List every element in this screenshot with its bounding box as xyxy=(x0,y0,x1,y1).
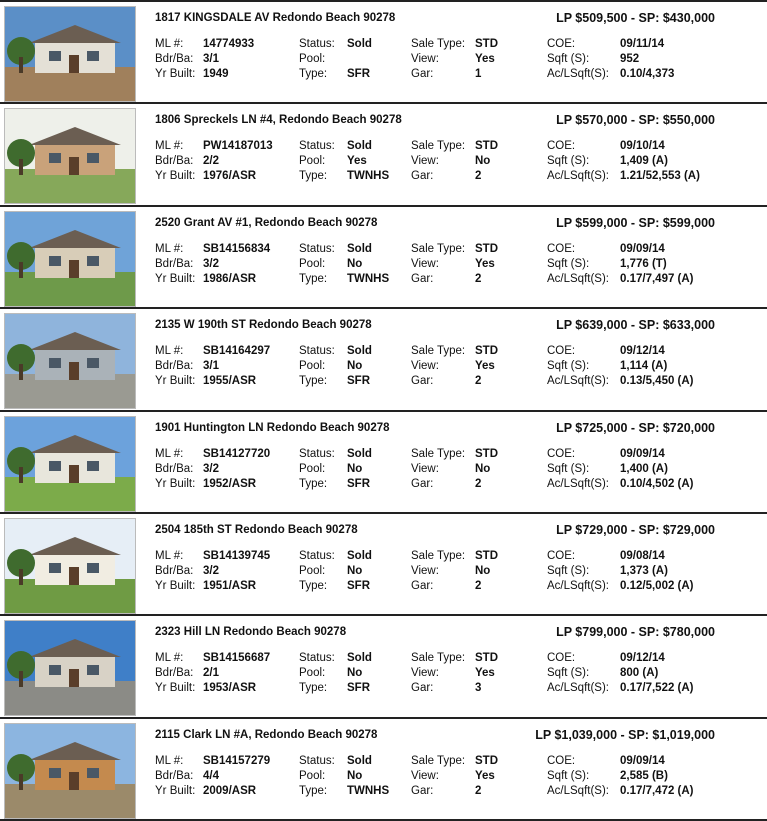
field-label-status: Status: xyxy=(299,38,335,50)
field-label-view: View: xyxy=(411,769,439,782)
field-value-status: Sold xyxy=(347,140,372,153)
property-photo[interactable] xyxy=(4,620,136,716)
field-value-view: Yes xyxy=(475,53,495,65)
field-value-bdr: 2/1 xyxy=(203,667,219,680)
field-label-acl: Ac/LSqft(S): xyxy=(547,580,609,592)
field-value-pool: Yes xyxy=(347,155,367,168)
property-photo[interactable] xyxy=(4,6,136,102)
field-label-sqft: Sqft (S): xyxy=(547,53,590,65)
price-summary: LP $639,000 - SP: $633,000 xyxy=(556,318,715,333)
field-label-sqft: Sqft (S): xyxy=(547,155,590,168)
field-value-sale-type: STD xyxy=(475,754,498,767)
listing-record[interactable] xyxy=(0,104,767,206)
field-value-bdr: 3/1 xyxy=(203,53,219,65)
field-value-view: No xyxy=(475,155,491,168)
field-label-yr: Yr Built: xyxy=(155,68,196,80)
price-summary: LP $725,000 - SP: $720,000 xyxy=(556,420,715,435)
field-label-type: Type: xyxy=(299,170,328,183)
field-value-coe: 09/12/14 xyxy=(620,652,665,665)
field-label-sqft: Sqft (S): xyxy=(547,360,590,373)
field-value-gar: 2 xyxy=(475,272,482,285)
field-label-bdr: Bdr/Ba: xyxy=(155,769,194,782)
field-label-gar: Gar: xyxy=(411,477,434,490)
listing-record[interactable] xyxy=(0,207,767,309)
field-label-yr: Yr Built: xyxy=(155,375,196,388)
property-photo[interactable] xyxy=(4,108,136,204)
property-address[interactable]: 1806 Spreckels LN #4, Redondo Beach 90278 xyxy=(155,114,402,127)
field-label-sale-type: Sale Type: xyxy=(411,140,466,153)
field-label-acl: Ac/LSqft(S): xyxy=(547,784,609,797)
property-photo[interactable] xyxy=(4,416,136,512)
field-label-ml: ML #: xyxy=(155,242,184,255)
field-value-yr: 1951/ASR xyxy=(203,580,257,592)
field-value-gar: 2 xyxy=(475,170,482,183)
field-label-coe: COE: xyxy=(547,38,576,50)
field-value-ml: SB14157279 xyxy=(203,754,271,767)
field-value-yr: 1976/ASR xyxy=(203,170,257,183)
field-value-acl: 0.17/7,497 (A) xyxy=(620,272,694,285)
listing-record[interactable] xyxy=(0,514,767,616)
property-photo[interactable] xyxy=(4,518,136,614)
field-value-sqft: 1,400 (A) xyxy=(620,462,668,475)
field-value-bdr: 3/2 xyxy=(203,565,219,577)
listing-record[interactable] xyxy=(0,2,767,104)
field-label-acl: Ac/LSqft(S): xyxy=(547,68,609,80)
field-value-type: TWNHS xyxy=(347,784,390,797)
field-value-view: Yes xyxy=(475,360,495,373)
field-label-status: Status: xyxy=(299,140,335,153)
field-label-sale-type: Sale Type: xyxy=(411,550,466,562)
field-value-coe: 09/12/14 xyxy=(620,345,665,358)
field-value-sale-type: STD xyxy=(475,652,498,665)
field-label-pool: Pool: xyxy=(299,53,326,65)
field-label-yr: Yr Built: xyxy=(155,784,196,797)
price-summary: LP $509,500 - SP: $430,000 xyxy=(556,11,715,25)
price-summary: LP $1,039,000 - SP: $1,019,000 xyxy=(535,727,715,742)
field-value-coe: 09/08/14 xyxy=(620,550,665,562)
property-address[interactable]: 2135 W 190th ST Redondo Beach 90278 xyxy=(155,319,372,332)
field-value-sale-type: STD xyxy=(475,447,498,460)
field-value-bdr: 2/2 xyxy=(203,155,219,168)
field-label-sale-type: Sale Type: xyxy=(411,345,466,358)
field-label-ml: ML #: xyxy=(155,345,184,358)
field-value-pool: No xyxy=(347,462,363,475)
property-photo[interactable] xyxy=(4,211,136,307)
field-value-bdr: 3/1 xyxy=(203,360,219,373)
field-value-gar: 3 xyxy=(475,682,482,695)
field-value-coe: 09/09/14 xyxy=(620,242,665,255)
field-value-type: SFR xyxy=(347,580,370,592)
field-label-type: Type: xyxy=(299,68,328,80)
field-value-acl: 0.17/7,522 (A) xyxy=(620,682,694,695)
field-value-view: Yes xyxy=(475,257,495,270)
field-label-gar: Gar: xyxy=(411,170,434,183)
field-value-pool: No xyxy=(347,667,363,680)
field-value-status: Sold xyxy=(347,550,372,562)
field-label-coe: COE: xyxy=(547,550,576,562)
field-label-ml: ML #: xyxy=(155,38,184,50)
field-label-status: Status: xyxy=(299,652,335,665)
field-value-acl: 0.10/4,373 xyxy=(620,68,675,80)
field-value-gar: 2 xyxy=(475,580,482,592)
listing-record[interactable] xyxy=(0,719,767,821)
field-label-sale-type: Sale Type: xyxy=(411,242,466,255)
field-value-ml: SB14127720 xyxy=(203,447,271,460)
field-value-status: Sold xyxy=(347,652,372,665)
field-label-sqft: Sqft (S): xyxy=(547,462,590,475)
price-summary: LP $799,000 - SP: $780,000 xyxy=(556,625,715,640)
listing-record[interactable] xyxy=(0,309,767,411)
field-label-pool: Pool: xyxy=(299,667,326,680)
field-value-ml: SB14164297 xyxy=(203,345,271,358)
field-label-type: Type: xyxy=(299,580,328,592)
field-value-yr: 1986/ASR xyxy=(203,272,257,285)
field-value-type: TWNHS xyxy=(347,170,390,183)
field-label-yr: Yr Built: xyxy=(155,170,196,183)
field-value-view: Yes xyxy=(475,667,495,680)
field-label-status: Status: xyxy=(299,345,335,358)
field-label-view: View: xyxy=(411,155,439,168)
field-label-coe: COE: xyxy=(547,652,576,665)
field-label-view: View: xyxy=(411,462,439,475)
field-label-ml: ML #: xyxy=(155,447,184,460)
field-label-bdr: Bdr/Ba: xyxy=(155,155,194,168)
field-value-gar: 2 xyxy=(475,375,482,388)
field-label-gar: Gar: xyxy=(411,68,434,80)
field-value-type: TWNHS xyxy=(347,272,390,285)
field-label-type: Type: xyxy=(299,477,328,490)
field-label-sqft: Sqft (S): xyxy=(547,257,590,270)
property-address[interactable]: 2323 Hill LN Redondo Beach 90278 xyxy=(155,626,347,639)
field-value-ml: SB14139745 xyxy=(203,550,271,562)
field-label-yr: Yr Built: xyxy=(155,580,196,592)
field-label-acl: Ac/LSqft(S): xyxy=(547,477,609,490)
field-value-gar: 2 xyxy=(475,784,482,797)
field-value-acl: 0.17/7,472 (A) xyxy=(620,784,694,797)
field-value-coe: 09/11/14 xyxy=(620,38,665,50)
field-label-acl: Ac/LSqft(S): xyxy=(547,682,609,695)
field-label-yr: Yr Built: xyxy=(155,477,196,490)
price-summary: LP $599,000 - SP: $599,000 xyxy=(556,215,715,230)
field-value-view: Yes xyxy=(475,769,495,782)
field-value-sqft: 952 xyxy=(620,53,640,65)
field-value-sale-type: STD xyxy=(475,550,498,562)
field-value-pool: No xyxy=(347,565,363,577)
field-value-status: Sold xyxy=(347,242,372,255)
field-value-sale-type: STD xyxy=(475,140,498,153)
property-address[interactable]: 2520 Grant AV #1, Redondo Beach 90278 xyxy=(155,216,378,229)
field-value-ml: SB14156834 xyxy=(203,242,271,255)
field-label-coe: COE: xyxy=(547,242,576,255)
field-label-view: View: xyxy=(411,667,439,680)
field-value-sqft: 2,585 (B) xyxy=(620,769,668,782)
field-label-bdr: Bdr/Ba: xyxy=(155,53,194,65)
field-value-type: SFR xyxy=(347,68,370,80)
field-label-bdr: Bdr/Ba: xyxy=(155,257,194,270)
field-label-pool: Pool: xyxy=(299,155,326,168)
field-value-type: SFR xyxy=(347,375,370,388)
property-address[interactable]: 2115 Clark LN #A, Redondo Beach 90278 xyxy=(155,728,378,741)
field-label-view: View: xyxy=(411,257,439,270)
field-label-sale-type: Sale Type: xyxy=(411,754,466,767)
price-summary: LP $570,000 - SP: $550,000 xyxy=(556,113,715,128)
field-label-ml: ML #: xyxy=(155,550,184,562)
field-value-bdr: 3/2 xyxy=(203,257,219,270)
property-address[interactable]: 2504 185th ST Redondo Beach 90278 xyxy=(155,524,358,536)
field-value-yr: 1953/ASR xyxy=(203,682,257,695)
field-value-coe: 09/10/14 xyxy=(620,140,665,153)
field-label-ml: ML #: xyxy=(155,140,184,153)
field-value-acl: 0.13/5,450 (A) xyxy=(620,375,694,388)
field-value-sqft: 1,776 (T) xyxy=(620,257,667,270)
field-value-sale-type: STD xyxy=(475,38,498,50)
field-label-gar: Gar: xyxy=(411,784,434,797)
field-value-acl: 0.12/5,002 (A) xyxy=(620,580,694,592)
field-value-sale-type: STD xyxy=(475,345,498,358)
field-value-coe: 09/09/14 xyxy=(620,754,665,767)
field-label-view: View: xyxy=(411,53,439,65)
property-address[interactable]: 1817 KINGSDALE AV Redondo Beach 90278 xyxy=(155,12,396,24)
listing-record[interactable] xyxy=(0,412,767,514)
field-value-bdr: 4/4 xyxy=(203,769,219,782)
field-label-yr: Yr Built: xyxy=(155,272,196,285)
field-value-ml: 14774933 xyxy=(203,38,255,50)
field-value-ml: PW14187013 xyxy=(203,140,273,153)
field-label-pool: Pool: xyxy=(299,360,326,373)
field-value-sqft: 1,114 (A) xyxy=(620,360,668,373)
field-label-pool: Pool: xyxy=(299,769,326,782)
field-value-status: Sold xyxy=(347,38,372,50)
price-summary: LP $729,000 - SP: $729,000 xyxy=(556,523,715,537)
field-value-pool: No xyxy=(347,360,363,373)
property-photo[interactable] xyxy=(4,313,136,409)
field-label-bdr: Bdr/Ba: xyxy=(155,360,194,373)
field-value-yr: 1955/ASR xyxy=(203,375,257,388)
field-value-status: Sold xyxy=(347,345,372,358)
field-label-ml: ML #: xyxy=(155,754,184,767)
field-label-acl: Ac/LSqft(S): xyxy=(547,272,609,285)
field-value-acl: 1.21/52,553 (A) xyxy=(620,170,700,183)
field-value-sqft: 1,409 (A) xyxy=(620,155,668,168)
field-value-sqft: 1,373 (A) xyxy=(620,565,668,577)
field-label-view: View: xyxy=(411,360,439,373)
field-label-coe: COE: xyxy=(547,754,576,767)
field-label-sale-type: Sale Type: xyxy=(411,38,466,50)
field-label-pool: Pool: xyxy=(299,462,326,475)
property-address[interactable]: 1901 Huntington LN Redondo Beach 90278 xyxy=(155,421,390,434)
field-label-gar: Gar: xyxy=(411,272,434,285)
field-label-sqft: Sqft (S): xyxy=(547,769,590,782)
property-photo[interactable] xyxy=(4,723,136,819)
field-label-ml: ML #: xyxy=(155,652,184,665)
field-label-coe: COE: xyxy=(547,345,576,358)
field-label-yr: Yr Built: xyxy=(155,682,196,695)
field-label-bdr: Bdr/Ba: xyxy=(155,565,194,577)
field-label-gar: Gar: xyxy=(411,682,434,695)
field-value-pool: No xyxy=(347,769,363,782)
field-label-status: Status: xyxy=(299,242,335,255)
field-value-type: SFR xyxy=(347,477,370,490)
field-value-status: Sold xyxy=(347,754,372,767)
field-value-yr: 1952/ASR xyxy=(203,477,257,490)
field-label-pool: Pool: xyxy=(299,565,326,577)
field-label-coe: COE: xyxy=(547,140,576,153)
field-label-acl: Ac/LSqft(S): xyxy=(547,170,609,183)
field-label-status: Status: xyxy=(299,550,335,562)
field-label-type: Type: xyxy=(299,682,328,695)
field-label-bdr: Bdr/Ba: xyxy=(155,667,194,680)
field-value-status: Sold xyxy=(347,447,372,460)
field-label-gar: Gar: xyxy=(411,580,434,592)
field-label-status: Status: xyxy=(299,447,335,460)
field-label-sqft: Sqft (S): xyxy=(547,565,590,577)
field-label-acl: Ac/LSqft(S): xyxy=(547,375,609,388)
field-label-status: Status: xyxy=(299,754,335,767)
field-label-coe: COE: xyxy=(547,447,576,460)
field-value-view: No xyxy=(475,565,491,577)
field-label-type: Type: xyxy=(299,784,328,797)
field-value-acl: 0.10/4,502 (A) xyxy=(620,477,694,490)
field-value-yr: 1949 xyxy=(203,68,229,80)
field-value-sale-type: STD xyxy=(475,242,498,255)
field-label-sale-type: Sale Type: xyxy=(411,447,466,460)
field-value-ml: SB14156687 xyxy=(203,652,271,665)
field-value-bdr: 3/2 xyxy=(203,462,219,475)
field-label-type: Type: xyxy=(299,375,328,388)
field-value-pool: No xyxy=(347,257,363,270)
field-value-coe: 09/09/14 xyxy=(620,447,665,460)
field-value-view: No xyxy=(475,462,491,475)
field-label-view: View: xyxy=(411,565,439,577)
field-label-pool: Pool: xyxy=(299,257,326,270)
field-value-yr: 2009/ASR xyxy=(203,784,257,797)
field-label-sale-type: Sale Type: xyxy=(411,652,466,665)
field-label-gar: Gar: xyxy=(411,375,434,388)
field-value-type: SFR xyxy=(347,682,370,695)
field-label-bdr: Bdr/Ba: xyxy=(155,462,194,475)
listing-record[interactable] xyxy=(0,616,767,718)
field-value-gar: 2 xyxy=(475,477,482,490)
field-value-gar: 1 xyxy=(475,68,482,80)
field-label-type: Type: xyxy=(299,272,328,285)
field-value-sqft: 800 (A) xyxy=(620,667,659,680)
field-label-sqft: Sqft (S): xyxy=(547,667,590,680)
